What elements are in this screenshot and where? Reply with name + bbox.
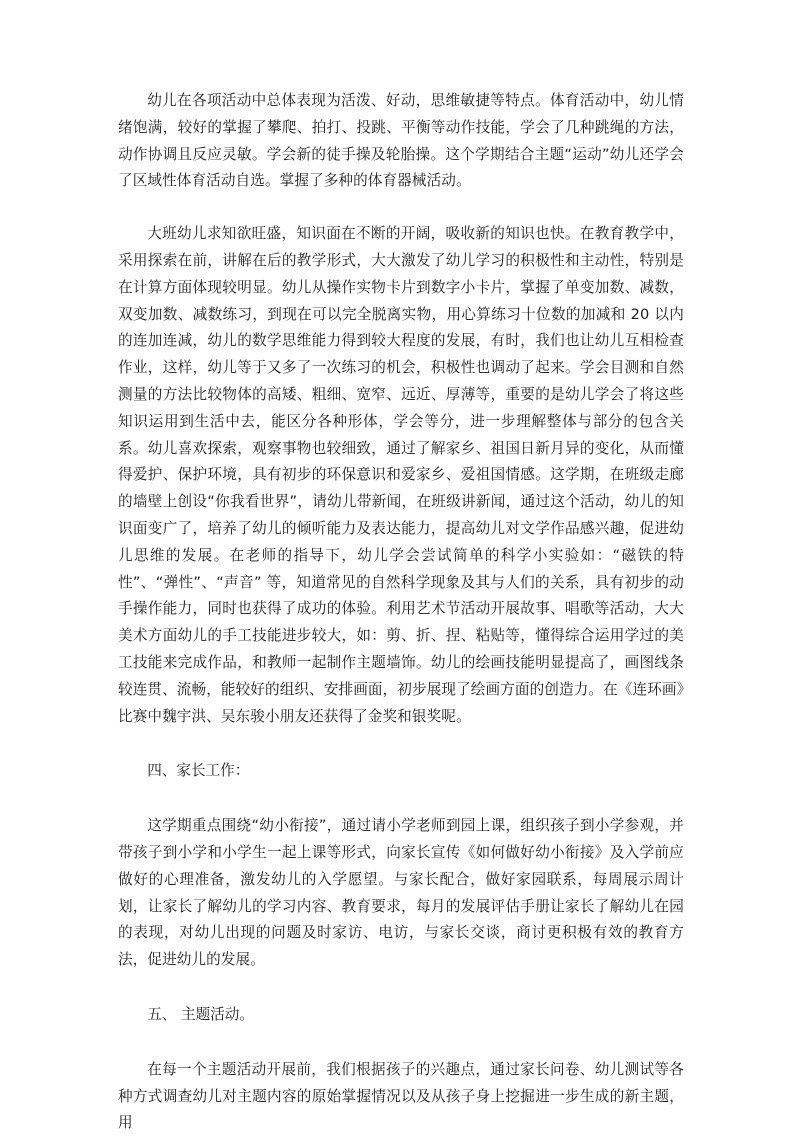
- paragraph-theme-activities: 在每一个主题活动开展前，我们根据孩子的兴趣点，通过家长问卷、幼儿测试等各种方式调查幼儿对主题内容的原始掌握情况以及从孩子身上挖掘进一步生成的新主题，用: [118, 1060, 684, 1132]
- section-heading-parent-work: 四、家长工作：: [147, 762, 250, 780]
- document-body: [118, 88, 684, 1137]
- section-heading-theme-activities: 五、 主题活动。: [147, 1005, 254, 1023]
- paragraph-parent-work: 这学期重点围绕“幼小衔接”，通过请小学老师到园上课，组织孩子到小学参观，并带孩子到小学和小学生一起上课等形式，向家长宣传《如何做好幼小衔接》及入学前应做好的心理准备，激发幼儿的入学愿望。与家长配合，做好家园联系，每周展示周计划，让家长了解幼儿的学习内容、教育要求，每月的发展评估手册让家长了解幼儿在园的表现，对幼儿出现的问题及时家访、电访，与家长交谈，商讨更积极有效的教育方法，促进幼儿的发展。: [118, 817, 684, 969]
- paragraph-learning-development: 大班幼儿求知欲旺盛，知识面在不断的开阔，吸收新的知识也快。在教育教学中，采用探索在前，讲解在后的教学形式，大大激发了幼儿学习的积极性和主动性，特别是在计算方面体现较明显。幼儿从操作实物卡片到数字小卡片，掌握了单变加数、减数，双变加数、减数练习，到现在可以完全脱离实物，用心算练习十位数的加减和 20 以内的连加连减，幼儿的数学思维能力得到较大程度的发展，有时，我们也让幼儿互相检查作业，这样，幼儿等于又多了一次练习的机会，积极性也调动了起来。学会目测和自然测量的方法比较物体的高矮、粗细、宽窄、远近、厚薄等，重要的是幼儿学会了将这些知识运用到生活中去，能区分各种形体，学会等分，进一步理解整体与部分的包含关系。幼儿喜欢探索，观察事物也较细致，通过了解家乡、祖国日新月异的变化，从而懂得爱护、保护环境，具有初步的环保意识和爱家乡、爱祖国情感。这学期，在班级走廊的墙壁上创设“你我看世界”，请幼儿带新闻，在班级讲新闻，通过这个活动，幼儿的知识面变广了，培养了幼儿的倾听能力及表达能力，提高幼儿对文学作品感兴趣，促进幼儿思维的发展。在老师的指导下，幼儿学会尝试简单的科学小实验如：“磁铁的特性”、“弹性”、“声音” 等，知道常见的自然科学现象及其与人们的关系，具有初步的动手操作能力，同时也获得了成功的体验。利用艺术节活动开展故事、唱歌等活动，大大美术方面幼儿的手工技能进步较大，如：剪、折、捏、粘贴等，懂得综合运用学过的美工技能来完成作品，和教师一起制作主题墙饰。幼儿的绘画技能明显提高了，画图线条较连贯、流畅，能较好的组织、安排画面，初步展现了绘画方面的创造力。在《连环画》比赛中魏宇洪、吴东骏小朋友还获得了金奖和银奖呢。: [118, 225, 684, 725]
- paragraph-sports-activities: 幼儿在各项活动中总体表现为活泼、好动，思维敏捷等特点。体育活动中，幼儿情绪饱满，较好的掌握了攀爬、拍打、投跳、平衡等动作技能，学会了几种跳绳的方法，动作协调且反应灵敏。学会新的徒手操及轮胎操。这个学期结合主题“运动”幼儿还学会了区域性体育活动自选。掌握了多种的体育器械活动。: [118, 92, 684, 190]
